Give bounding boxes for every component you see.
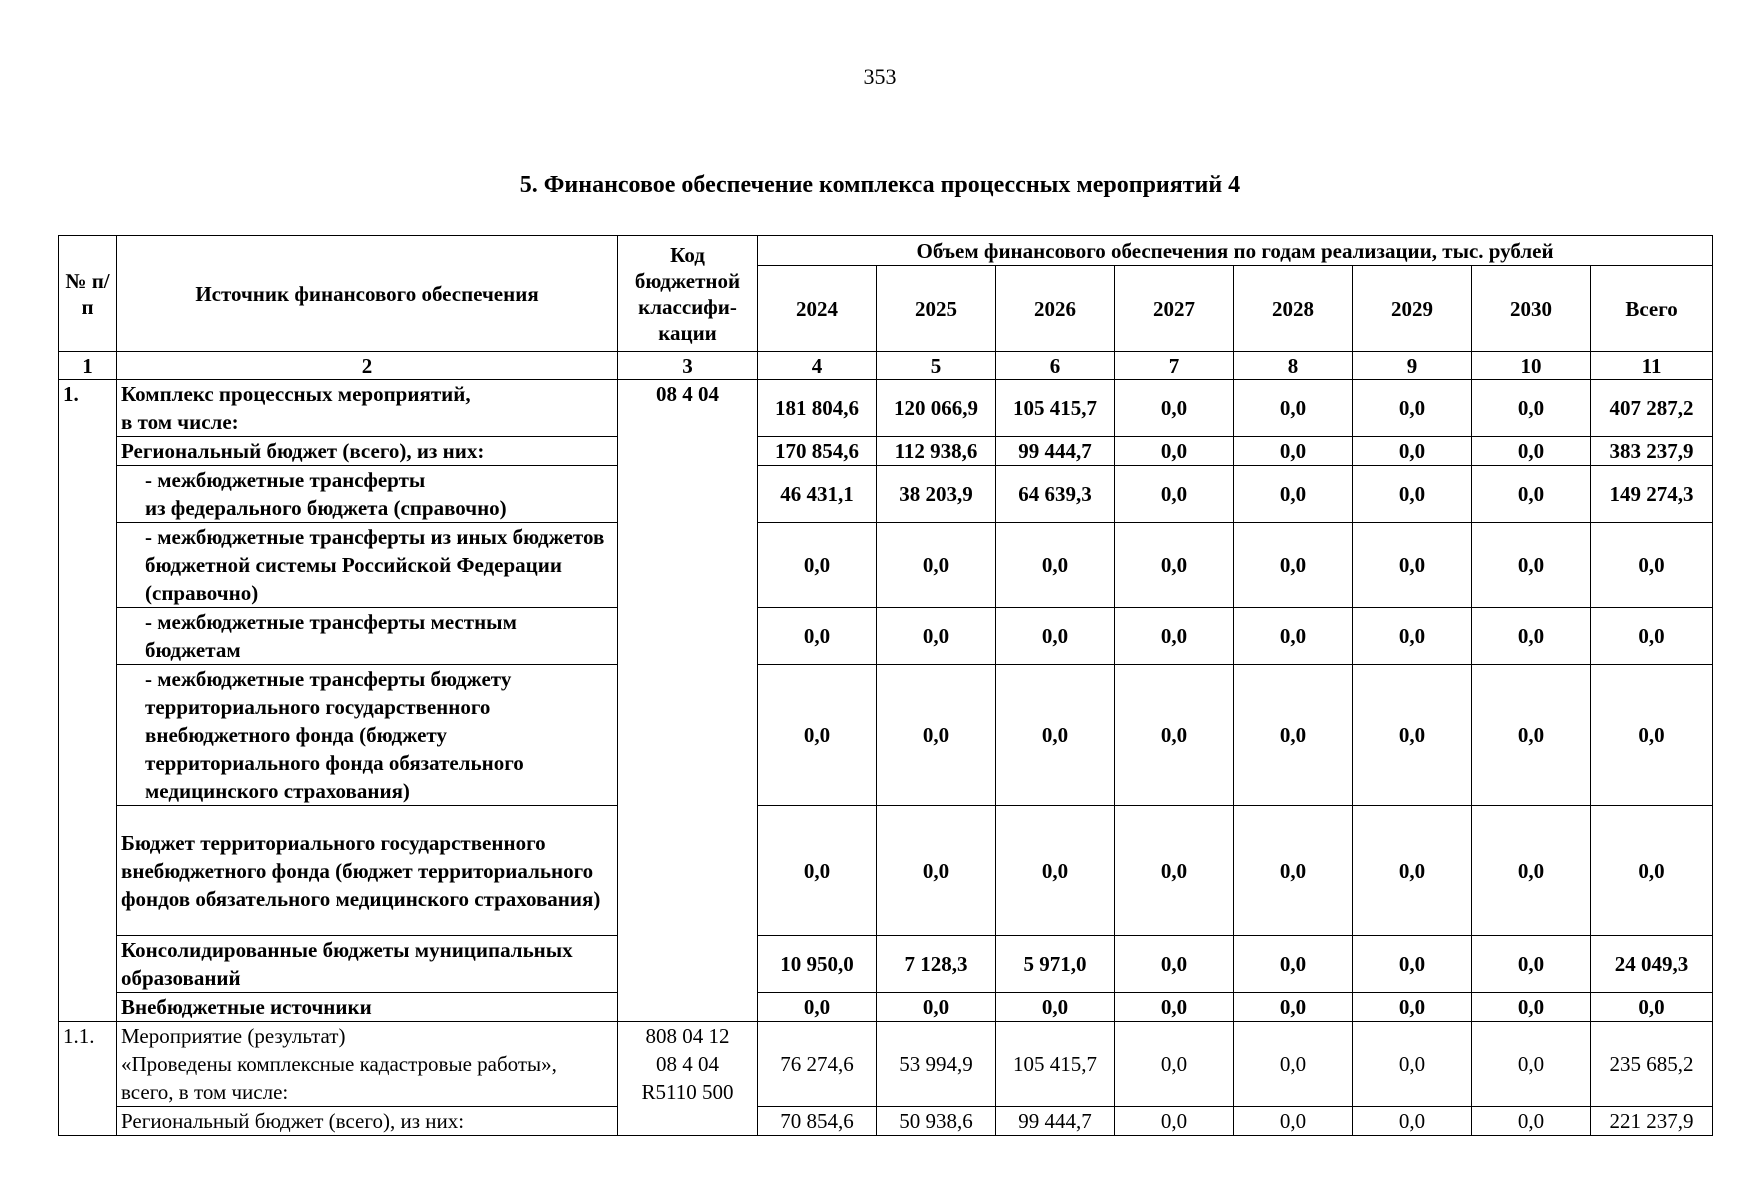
table-row <box>59 466 1713 523</box>
value-cell: 76 274,6 <box>758 1022 877 1107</box>
value-cell: 221 237,9 <box>1591 1107 1713 1136</box>
value-cell: 0,0 <box>1234 466 1353 523</box>
value-cell: 0,0 <box>1591 523 1713 608</box>
value-cell: 0,0 <box>877 523 996 608</box>
source-label: Региональный бюджет (всего), из них: <box>117 1107 618 1136</box>
column-index-6: 7 <box>1115 352 1234 380</box>
value-cell: 50 938,6 <box>877 1107 996 1136</box>
column-index-9: 10 <box>1472 352 1591 380</box>
header-year-3: 2027 <box>1115 266 1234 352</box>
header-num: № п/п <box>59 236 117 352</box>
table-row <box>59 437 1713 466</box>
value-cell: 0,0 <box>1353 1107 1472 1136</box>
header-volume: Объем финансового обеспечения по годам реализации, тыс. рублей <box>758 236 1713 266</box>
table-row <box>59 665 1713 806</box>
value-cell: 0,0 <box>1591 665 1713 806</box>
value-cell: 0,0 <box>1353 1022 1472 1107</box>
header-year-6: 2030 <box>1472 266 1591 352</box>
value-cell: 0,0 <box>1234 665 1353 806</box>
value-cell: 0,0 <box>1472 1022 1591 1107</box>
column-index-1: 2 <box>117 352 618 380</box>
value-cell: 383 237,9 <box>1591 437 1713 466</box>
column-index-7: 8 <box>1234 352 1353 380</box>
value-cell: 0,0 <box>1591 806 1713 936</box>
source-label: Комплекс процессных мероприятий, в том числе: <box>117 380 618 437</box>
value-cell: 407 287,2 <box>1591 380 1713 437</box>
value-cell: 5 971,0 <box>996 936 1115 993</box>
value-cell: 0,0 <box>1353 993 1472 1022</box>
page-number: 353 <box>863 64 897 89</box>
source-label: Внебюджетные источники <box>117 993 618 1022</box>
value-cell: 0,0 <box>877 993 996 1022</box>
value-cell: 0,0 <box>1234 380 1353 437</box>
value-cell: 0,0 <box>1115 437 1234 466</box>
value-cell: 99 444,7 <box>996 1107 1115 1136</box>
value-cell: 0,0 <box>1472 466 1591 523</box>
row-number: 1. <box>59 380 117 1022</box>
header-row-1 <box>59 236 1713 266</box>
value-cell: 105 415,7 <box>996 380 1115 437</box>
value-cell: 120 066,9 <box>877 380 996 437</box>
value-cell: 0,0 <box>1115 1022 1234 1107</box>
value-cell: 0,0 <box>1234 608 1353 665</box>
value-cell: 0,0 <box>1234 1022 1353 1107</box>
value-cell: 0,0 <box>1472 523 1591 608</box>
source-label: Мероприятие (результат) «Проведены комплексные кадастровые работы», всего, в том числе: <box>117 1022 618 1107</box>
value-cell: 0,0 <box>1353 380 1472 437</box>
value-cell: 0,0 <box>1115 1107 1234 1136</box>
value-cell: 10 950,0 <box>758 936 877 993</box>
value-cell: 0,0 <box>996 806 1115 936</box>
value-cell: 0,0 <box>996 608 1115 665</box>
value-cell: 0,0 <box>1115 665 1234 806</box>
value-cell: 38 203,9 <box>877 466 996 523</box>
value-cell: 0,0 <box>1472 1107 1591 1136</box>
header-source: Источник финансового обеспечения <box>117 236 618 352</box>
value-cell: 0,0 <box>1234 523 1353 608</box>
budget-code: 08 4 04 <box>618 380 758 1022</box>
value-cell: 0,0 <box>1234 1107 1353 1136</box>
value-cell: 0,0 <box>1115 523 1234 608</box>
value-cell: 0,0 <box>1115 608 1234 665</box>
source-label: - межбюджетные трансферты из федерального бюджета (справочно) <box>117 466 618 523</box>
value-cell: 0,0 <box>1115 806 1234 936</box>
column-index-5: 6 <box>996 352 1115 380</box>
source-label: Бюджет территориального государственного внебюджетного фонда (бюджет территориального фондов обязательного медицинского страхования) <box>117 806 618 936</box>
value-cell: 0,0 <box>1353 523 1472 608</box>
value-cell: 0,0 <box>758 806 877 936</box>
value-cell: 0,0 <box>1353 608 1472 665</box>
value-cell: 0,0 <box>877 806 996 936</box>
value-cell: 0,0 <box>877 665 996 806</box>
financing-table <box>58 235 1713 1136</box>
value-cell: 0,0 <box>1472 608 1591 665</box>
source-label: - межбюджетные трансферты бюджету территориального государственного внебюджетного фонда (бюджету территориального фонда обязательного медицинского страхования) <box>117 665 618 806</box>
value-cell: 0,0 <box>996 665 1115 806</box>
value-cell: 0,0 <box>1353 466 1472 523</box>
column-index-row <box>59 352 1713 380</box>
table-row <box>59 993 1713 1022</box>
column-index-3: 4 <box>758 352 877 380</box>
row-number: 1.1. <box>59 1022 117 1136</box>
value-cell: 0,0 <box>758 608 877 665</box>
header-year-1: 2025 <box>877 266 996 352</box>
value-cell: 53 994,9 <box>877 1022 996 1107</box>
value-cell: 112 938,6 <box>877 437 996 466</box>
column-index-8: 9 <box>1353 352 1472 380</box>
value-cell: 64 639,3 <box>996 466 1115 523</box>
value-cell: 99 444,7 <box>996 437 1115 466</box>
source-label: - межбюджетные трансферты местным бюджетам <box>117 608 618 665</box>
source-label: Региональный бюджет (всего), из них: <box>117 437 618 466</box>
document-title: 5. Финансовое обеспечение комплекса процессных мероприятий 4 <box>519 172 1241 198</box>
value-cell: 0,0 <box>758 523 877 608</box>
column-index-10: 11 <box>1591 352 1713 380</box>
value-cell: 0,0 <box>1234 993 1353 1022</box>
table-row <box>59 936 1713 993</box>
header-year-4: 2028 <box>1234 266 1353 352</box>
column-index-0: 1 <box>59 352 117 380</box>
budget-code: 808 04 12 08 4 04 R5110 500 <box>618 1022 758 1136</box>
column-index-2: 3 <box>618 352 758 380</box>
header-year-0: 2024 <box>758 266 877 352</box>
value-cell: 0,0 <box>1591 993 1713 1022</box>
value-cell: 0,0 <box>996 523 1115 608</box>
value-cell: 0,0 <box>1472 665 1591 806</box>
value-cell: 0,0 <box>1472 806 1591 936</box>
value-cell: 105 415,7 <box>996 1022 1115 1107</box>
value-cell: 0,0 <box>758 665 877 806</box>
value-cell: 0,0 <box>1353 665 1472 806</box>
source-label: - межбюджетные трансферты из иных бюджетов бюджетной системы Российской Федерации (справочно) <box>117 523 618 608</box>
table-row <box>59 608 1713 665</box>
value-cell: 70 854,6 <box>758 1107 877 1136</box>
header-year-5: 2029 <box>1353 266 1472 352</box>
value-cell: 0,0 <box>1472 380 1591 437</box>
value-cell: 0,0 <box>1472 437 1591 466</box>
source-label: Консолидированные бюджеты муниципальных образований <box>117 936 618 993</box>
column-index-4: 5 <box>877 352 996 380</box>
value-cell: 0,0 <box>1353 936 1472 993</box>
value-cell: 149 274,3 <box>1591 466 1713 523</box>
table-row <box>59 806 1713 936</box>
table-row <box>59 380 1713 437</box>
value-cell: 0,0 <box>758 993 877 1022</box>
table-row <box>59 523 1713 608</box>
header-code: Код бюджетной классифи-кации <box>618 236 758 352</box>
value-cell: 0,0 <box>1234 437 1353 466</box>
value-cell: 235 685,2 <box>1591 1022 1713 1107</box>
value-cell: 0,0 <box>1472 993 1591 1022</box>
value-cell: 7 128,3 <box>877 936 996 993</box>
value-cell: 0,0 <box>1353 437 1472 466</box>
value-cell: 0,0 <box>996 993 1115 1022</box>
value-cell: 24 049,3 <box>1591 936 1713 993</box>
value-cell: 46 431,1 <box>758 466 877 523</box>
value-cell: 0,0 <box>1115 380 1234 437</box>
header-year-2: 2026 <box>996 266 1115 352</box>
header-year-7: Всего <box>1591 266 1713 352</box>
value-cell: 0,0 <box>1115 936 1234 993</box>
value-cell: 0,0 <box>1234 806 1353 936</box>
value-cell: 0,0 <box>1472 936 1591 993</box>
value-cell: 170 854,6 <box>758 437 877 466</box>
value-cell: 0,0 <box>1115 993 1234 1022</box>
value-cell: 0,0 <box>1353 806 1472 936</box>
table-row <box>59 1107 1713 1136</box>
table-row <box>59 1022 1713 1107</box>
value-cell: 0,0 <box>1234 936 1353 993</box>
value-cell: 0,0 <box>1591 608 1713 665</box>
value-cell: 181 804,6 <box>758 380 877 437</box>
value-cell: 0,0 <box>877 608 996 665</box>
value-cell: 0,0 <box>1115 466 1234 523</box>
